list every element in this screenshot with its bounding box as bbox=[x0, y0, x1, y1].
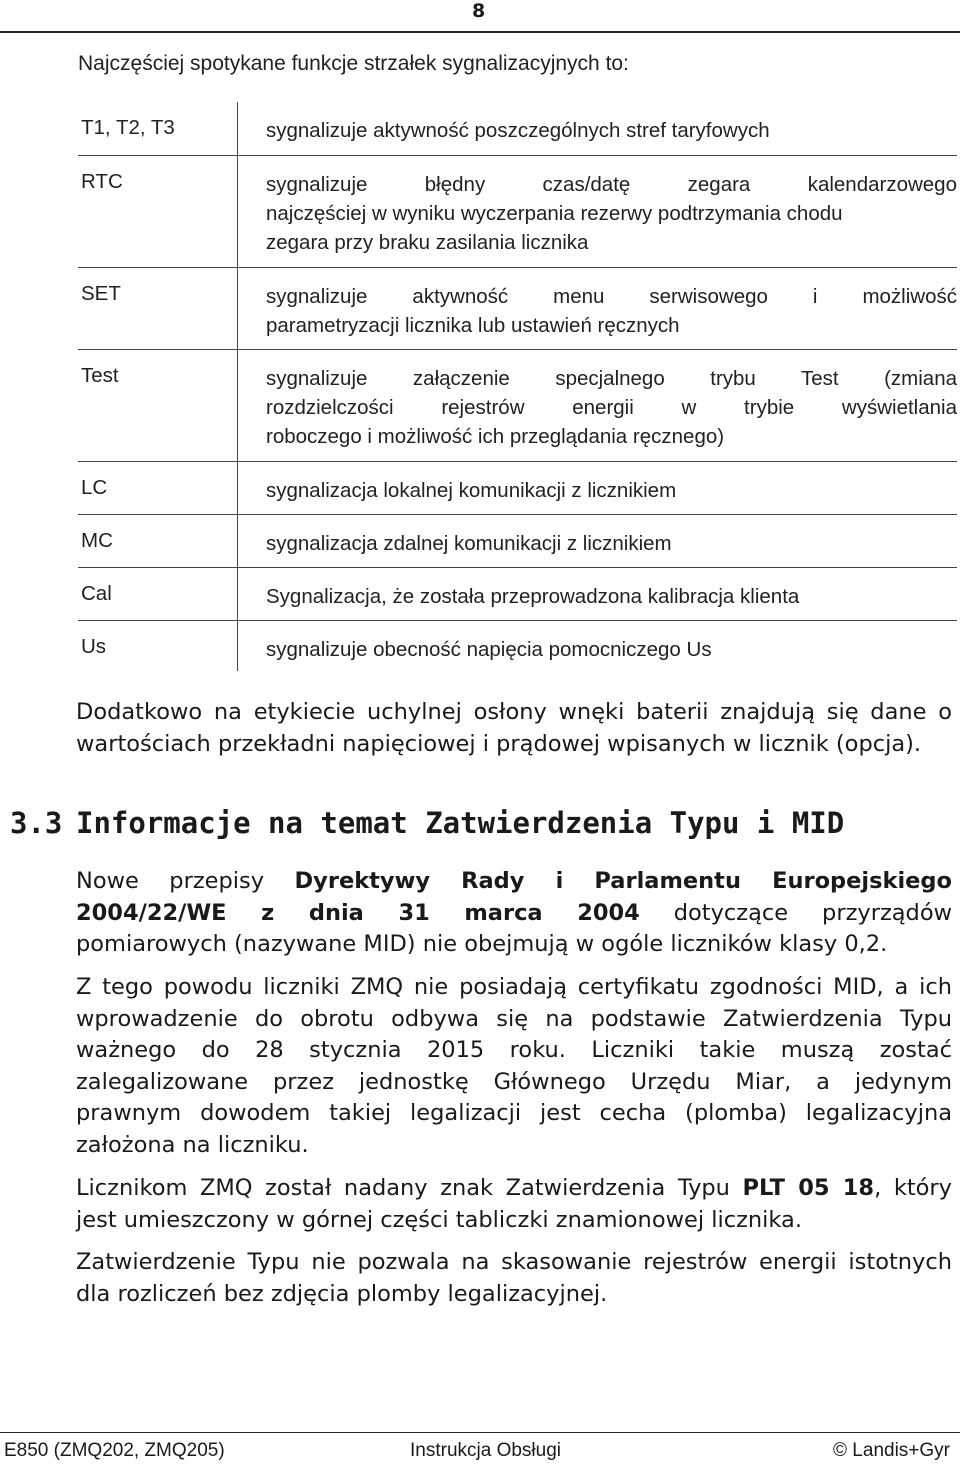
signal-code: MC bbox=[78, 515, 238, 567]
section-title: Informacje na temat Zatwierdzenia Typu i MID bbox=[76, 806, 845, 840]
intro-text: Najczęściej spotykane funkcje strzałek sygnalizacyjnych to: bbox=[78, 52, 629, 75]
paragraph-directive: Nowe przepisy Dyrektywy Rady i Parlamentu Europejskiego 2004/22/WE z dnia 31 marca 2004 dotyczące przyrządów pomiarowych (nazywane MID) nie obejmują w ogóle liczników klasy 0,2. bbox=[76, 868, 952, 957]
signal-table bbox=[78, 102, 957, 671]
signal-code: Us bbox=[78, 621, 238, 671]
signal-row bbox=[78, 156, 957, 268]
signal-code: Test bbox=[78, 350, 238, 461]
signal-description: sygnalizuje błędny czas/datę zegara kalendarzowego najczęściej w wyniku wyczerpania rezerwy podtrzymania chodu zegara przy braku zasilania licznika bbox=[266, 173, 957, 254]
signal-code: LC bbox=[78, 462, 238, 514]
signal-description: sygnalizacja lokalnej komunikacji z licznikiem bbox=[266, 479, 677, 502]
signal-row bbox=[78, 268, 957, 350]
paragraph-certification: Z tego powodu liczniki ZMQ nie posiadają certyfikatu zgodności MID, a ich wprowadzenie do obrotu odbywa się na podstawie Zatwierdzenia Typu ważnego do 28 stycznia 2015 roku. Liczniki takie muszą zostać zalegalizowane przez jednostkę Głównego Urzędu Miar, a jedynym prawnym dowodem takiej legalizacji jest cecha (plomba) legalizacyjna założona na liczniku. bbox=[76, 974, 952, 1158]
signal-description: sygnalizuje aktywność menu serwisowego i możliwość parametryzacji licznika lub ustawień ręcznych bbox=[266, 285, 957, 337]
signal-row bbox=[78, 515, 957, 568]
footer-copyright: © Landis+Gyr bbox=[833, 1440, 950, 1461]
signal-code: RTC bbox=[78, 156, 238, 267]
footer-rule bbox=[0, 1432, 960, 1433]
footer-doc-title: Instrukcja Obsługi bbox=[410, 1440, 562, 1461]
paragraph-reset-limitation: Zatwierdzenie Typu nie pozwala na skasowanie rejestrów energii istotnych dla rozliczeń bez zdjęcia plomby legalizacyjnej. bbox=[76, 1249, 952, 1307]
signal-code: SET bbox=[78, 268, 238, 349]
footer-product: E850 (ZMQ202, ZMQ205) bbox=[4, 1440, 225, 1461]
signal-code: Cal bbox=[78, 568, 238, 620]
signal-description: sygnalizuje obecność napięcia pomocniczego Us bbox=[266, 638, 712, 661]
signal-description: sygnalizuje aktywność poszczególnych stref taryfowych bbox=[266, 119, 770, 142]
header-rule bbox=[0, 31, 960, 33]
signal-row bbox=[78, 462, 957, 515]
signal-description: sygnalizacja zdalnej komunikacji z licznikiem bbox=[266, 532, 672, 555]
signal-row bbox=[78, 102, 957, 156]
section-heading bbox=[0, 806, 844, 840]
paragraph-approval-mark: Licznikom ZMQ został nadany znak Zatwierdzenia Typu PLT 05 18, który jest umieszczony w górnej części tabliczki znamionowej licznika. bbox=[76, 1175, 952, 1233]
additional-paragraph: Dodatkowo na etykiecie uchylnej osłony wnęki baterii znajdują się dane o wartościach przekładni napięciowej i prądowej wpisanych w licznik (opcja). bbox=[76, 699, 952, 757]
signal-row bbox=[78, 350, 957, 462]
signal-description: sygnalizuje załączenie specjalnego trybu Test (zmiana rozdzielczości rejestrów energii w trybie wyświetlania roboczego i możliwość ich przeglądania ręcznego) bbox=[266, 367, 957, 448]
page-footer bbox=[0, 1440, 960, 1466]
signal-row bbox=[78, 568, 957, 621]
signal-description: Sygnalizacja, że została przeprowadzona kalibracja klienta bbox=[266, 585, 800, 608]
page-number: 8 bbox=[472, 0, 486, 22]
signal-code: T1, T2, T3 bbox=[78, 102, 238, 155]
section-number: 3.3 bbox=[10, 806, 63, 840]
signal-row bbox=[78, 621, 957, 671]
